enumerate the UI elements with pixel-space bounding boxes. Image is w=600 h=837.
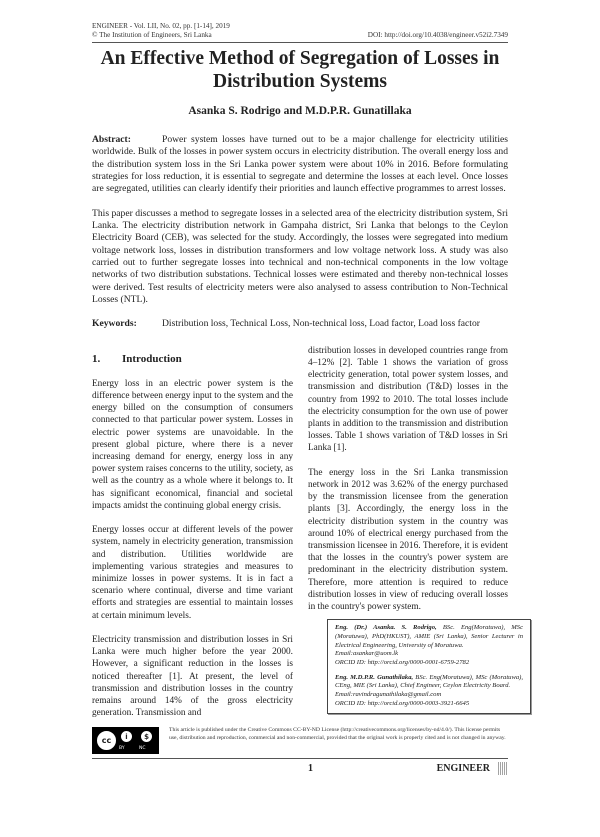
license-text: This article is published under the Creative Commons CC-BY-ND License (http://creativecommons.org/licenses/by-nd/4.0/). This license permits use, distribution and reproduction, commercial and non-commercial, provided that the original work is properly cited and is not changed in anyway. — [169, 727, 506, 741]
qr-code-icon — [498, 762, 508, 775]
paragraph: Energy loss in an electric power system is the difference between energy input to the system and the energy billed on the consumption of consumers connected to that particular power system. Losses in electric power systems are unavoidable. In the present global picture, where there is a never increasing demand for energy, energy loss in any power system raises concerns to the utility, society, as well as the country as a whole where it belongs to. It has significant economical, financial and societal impacts amidst the continuing global energy crisis. — [92, 378, 293, 511]
paragraph: Electricity transmission and distribution losses in Sri Lanka were much higher before the year 2000. However, a significant reduction in the losses is noticed thereafter [1]. At present, the level of transmission and distribution losses in the country remains around 14% of the gross electricity generation. Transmission and — [92, 634, 293, 719]
paragraph: distribution losses in developed countries range from 4–12% [2]. Table 1 shows the variation of gross electricity generation, total power system losses, and transmission and distribution (T&D) losses in the country from 1992 to 2010. The total losses include the electricity consumption for the own use of power plants in addition to the transmission and distribution losses. Table 1 shows variation of T&D losses in Sri Lanka [1]. — [308, 345, 508, 454]
paragraph: The energy loss in the Sri Lanka transmission network in 2012 was 3.62% of the energy purchased by the transmission licensee from the generation plants [3]. Accordingly, the energy loss in the electricity distribution system in the country was around 10% of electrical energy purchased from the transmission licensee in 2016. Therefore, it is evident that the losses in the country's power system are predominant in the electricity distribution system. Therefore, more attention is required to reduce distribution losses in view of reducing overall losses in the country's power system. — [308, 467, 508, 612]
author2-email[interactable]: Email:ravindragunathilaka@gmail.com — [335, 691, 442, 699]
right-column — [308, 345, 524, 720]
author2-name: Eng. M.D.P.R. Gunathilaka, — [335, 673, 414, 681]
nc-icon: $ — [139, 729, 154, 744]
keywords-text: Distribution loss, Technical Loss, Non-technical loss, Load factor, Load loss factor — [162, 318, 480, 330]
author-info-box — [327, 619, 531, 713]
page-number: 1 — [308, 763, 313, 775]
two-column-body — [92, 345, 524, 720]
paragraph: Energy losses occur at different levels of the power system, namely in electricity generation, transmission and distribution. Utilities worldwide are implementing various strategies and measures to minimize losses in power systems. It is in fact a scenario where continual, diverse and time variant efforts and strategies are essential to maintain losses at certain minimum levels. — [92, 525, 293, 621]
author2-bio: BSc. Eng(Moratuwa), MSc (Moratuwa), CEng, MIE (Sri Lanka), Chief Engineer, Ceylon Electricity Board. — [335, 673, 523, 690]
left-column — [92, 345, 293, 720]
license-row — [92, 727, 508, 754]
title-line: An Effective Method of Segregation of Losses in — [100, 48, 500, 69]
author1-email[interactable]: Email:asankar@uom.lk — [335, 650, 399, 658]
cc-icon: cc — [95, 729, 118, 752]
footer — [92, 762, 508, 775]
copyright: © The Institution of Engineers, Sri Lanka — [92, 31, 212, 39]
header-rule — [92, 42, 508, 43]
by-label: BY — [119, 746, 125, 752]
footer-rule — [92, 758, 508, 759]
cc-license-logo — [92, 727, 159, 754]
authors: Asanka S. Rodrigo and M.D.P.R. Gunatillaka — [188, 105, 412, 117]
paper-title — [92, 47, 508, 93]
footer-journal: ENGINEER — [436, 763, 490, 775]
keywords-label: Keywords: — [92, 318, 137, 330]
title-line: Distribution Systems — [213, 71, 387, 92]
abstract-p2: This paper discusses a method to segregate losses in a selected area of the electricity distribution system, Sri Lanka. The electricity distribution network in Gampaha district, Sri Lanka that belongs to the Ceylon Electricity Board (CEB), was selected for the study. Accordingly, the losses were segregated into medium voltage network loss, losses in distribution transformers and low voltage network loss. A study was also carried out to further segregate losses into technical and non-technical components in the low voltage networks of two distribution substations. Technical losses were estimated and thereby non-technical losses were derived. Test results of electricity meters were also analysed to assess contribution to Non-Technical Losses (NTL). — [92, 207, 508, 305]
nc-label: NC — [139, 746, 146, 752]
section-heading — [92, 353, 293, 366]
abstract-label: Abstract: — [92, 134, 131, 145]
section-title: Introduction — [122, 352, 182, 365]
author1-bio: BSc. Eng(Moratuwa), MSc (Moratuwa), PhD(HKUST), AMIE (Sri Lanka), Senior Lecturer in Electrical Engineering, University of Moratuwa. — [335, 624, 524, 649]
author1-name: Eng. (Dr.) Asanka. S. Rodrigo, — [335, 624, 437, 632]
author2-orcid[interactable]: ORCID ID: http://orcid.org/0000-0003-3921-6645 — [335, 699, 470, 707]
author1-orcid[interactable]: ORCID ID: http://orcid.org/0000-0001-6759-2782 — [335, 659, 470, 667]
abstract-p1: Power system losses have turned out to be a major challenge for electricity utilities worldwide. Bulk of the losses in power system occurs in electricity distribution. The overall energy loss and the distribution system loss in the Sri Lanka power system were about 10% in 2016. Before formulating strategies for loss reduction, it is essential to segregate and determine the losses at each level. Once losses are segregated, utilities can clearly identify their priorities and launch effective programmes to arrest losses. — [92, 134, 508, 195]
doi-link[interactable]: DOI: http://doi.org/10.4038/engineer.v52i2.7349 — [367, 31, 508, 39]
keywords — [92, 318, 508, 330]
header-row — [92, 31, 508, 40]
journal-citation: ENGINEER - Vol. LII, No. 02, pp. [1-14], 2019 — [92, 22, 230, 30]
abstract — [92, 134, 508, 306]
section-number: 1. — [92, 352, 101, 365]
by-icon: i — [119, 729, 134, 744]
